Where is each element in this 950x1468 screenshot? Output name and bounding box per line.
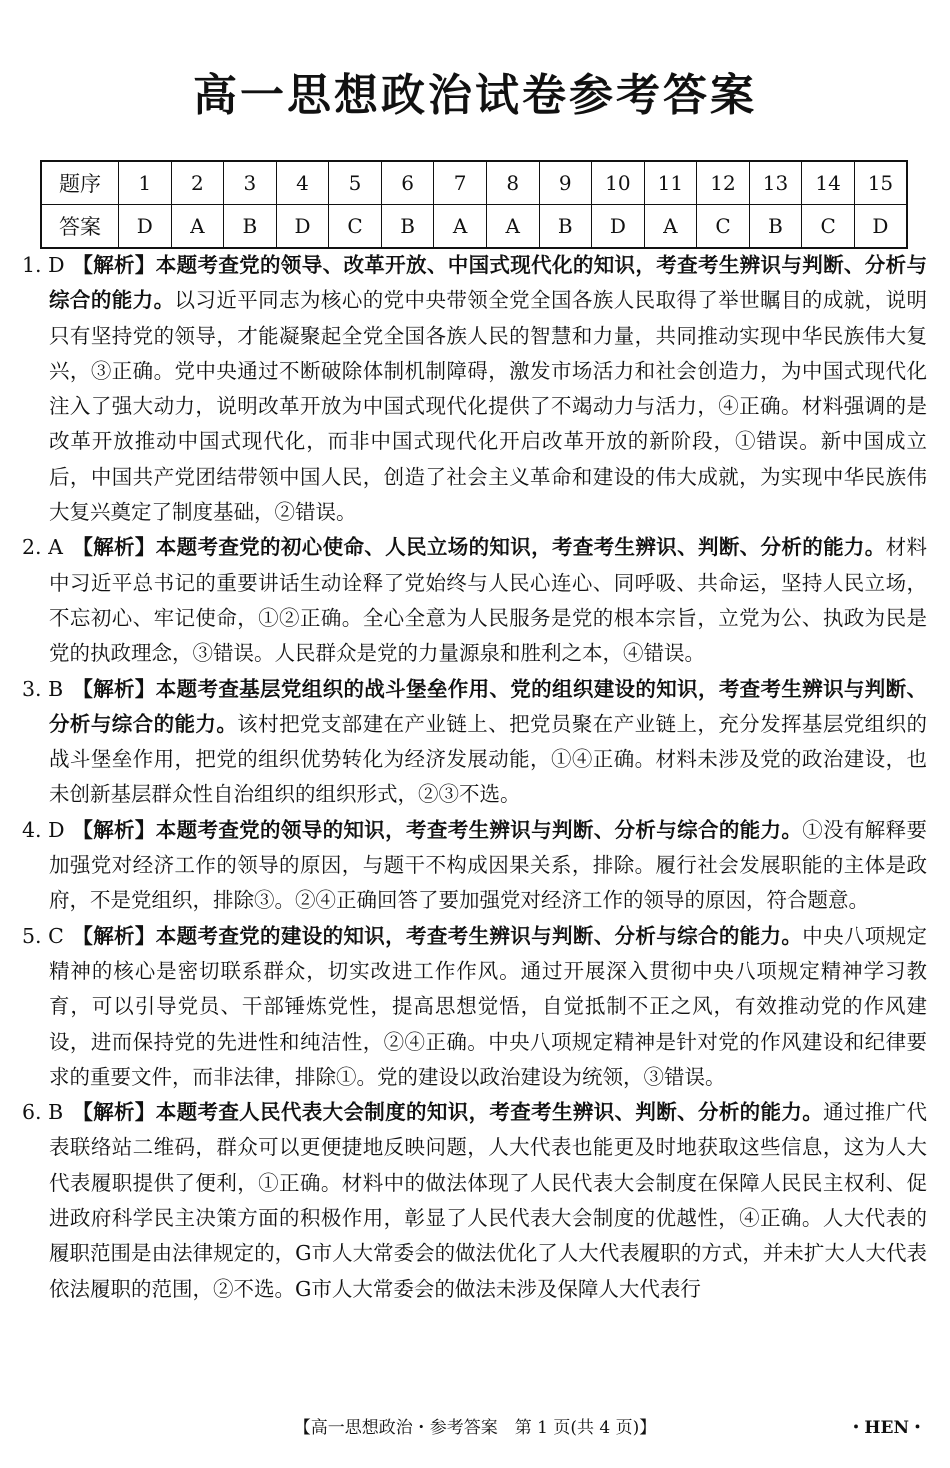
analysis-heading: 【解析】本题考查党的领导的知识，考查考生辨识与判断、分析与综合的能力。 bbox=[72, 817, 803, 842]
answer-cell: C bbox=[697, 205, 750, 249]
explanation-list bbox=[22, 248, 927, 1307]
answer-table-number-row bbox=[41, 161, 907, 205]
answer-cell: A bbox=[434, 205, 487, 249]
question-number: 13 bbox=[749, 161, 802, 205]
answer-cell: D bbox=[119, 205, 172, 249]
analysis-text: 以习近平同志为核心的党中央带领全党全国各族人民取得了举世瞩目的成就，说明只有坚持党的领导，才能凝聚起全党全国各族人民的智慧和力量，共同推动实现中华民族伟大复兴，③正确。党中央通过不断破除体制机制障碍，激发市场活力和社会创造力，为中国式现代化注入了强大动力，说明改革开放为中国式现代化提供了不竭动力与活力，④正确。材料强调的是改革开放推动中国式现代化，而非中国式现代化开启改革开放的新阶段，①错误。新中国成立后，中国共产党团结带领中国人民，创造了社会主义革命和建设的伟大成就，为实现中华民族伟大复兴奠定了制度基础，②错误。 bbox=[49, 288, 928, 525]
analysis-text: 中央八项规定精神的核心是密切联系群众，切实改进工作作风。通过开展深入贯彻中央八项规定精神学习教育，可以引导党员、干部锤炼党性，提高思想觉悟，自觉抵制不正之风，有效推动党的作风建设，进而保持党的先进性和纯洁性，②④正确。中央八项规定精神是针对党的作风建设和纪律要求的重要文件，而非法律，排除①。党的建设以政治建设为统领，③错误。 bbox=[49, 923, 928, 1089]
question-number: 7 bbox=[434, 161, 487, 205]
question-number: 4 bbox=[276, 161, 329, 205]
answer-table bbox=[40, 160, 908, 249]
footer-page-info: 【高一思想政治・参考答案 第 1 页(共 4 页)】 bbox=[293, 1418, 657, 1438]
answer-cell: C bbox=[802, 205, 855, 249]
question-number: 14 bbox=[802, 161, 855, 205]
row-label-number: 题序 bbox=[41, 161, 119, 205]
item-number: 1. D bbox=[22, 253, 65, 277]
question-number: 5 bbox=[329, 161, 382, 205]
item-number: 3. B bbox=[22, 676, 64, 701]
answer-cell: B bbox=[224, 205, 277, 249]
explanation-item bbox=[22, 248, 927, 530]
question-number: 3 bbox=[224, 161, 277, 205]
explanation-item bbox=[22, 530, 927, 671]
question-number: 6 bbox=[381, 161, 434, 205]
question-number: 11 bbox=[644, 161, 697, 205]
question-number: 9 bbox=[539, 161, 592, 205]
analysis-text: 该村把党支部建在产业链上、把党员聚在产业链上，充分发挥基层党组织的战斗堡垒作用，把党的组织优势转化为经济发展动能，①④正确。材料未涉及党的政治建设，也未创新基层群众性自治组织的组织形式，②③不选。 bbox=[49, 711, 928, 807]
explanation-item bbox=[22, 1095, 927, 1307]
answer-cell: D bbox=[276, 205, 329, 249]
answer-cell: C bbox=[329, 205, 382, 249]
explanation-item bbox=[22, 919, 927, 1095]
explanation-item bbox=[22, 813, 927, 919]
analysis-heading: 【解析】本题考查党的初心使命、人民立场的知识，考查考生辨识、判断、分析的能力。 bbox=[72, 535, 886, 560]
question-number: 10 bbox=[592, 161, 645, 205]
answer-cell: B bbox=[749, 205, 802, 249]
answer-cell: D bbox=[854, 205, 907, 249]
item-number: 6. B bbox=[22, 1100, 64, 1125]
answer-table-answer-row bbox=[41, 205, 907, 249]
analysis-heading: 【解析】本题考查党的建设的知识，考查考生辨识与判断、分析与综合的能力。 bbox=[72, 923, 803, 948]
answer-cell: A bbox=[644, 205, 697, 249]
answer-cell: A bbox=[486, 205, 539, 249]
question-number: 12 bbox=[697, 161, 750, 205]
page-title: 高一思想政治试卷参考答案 bbox=[193, 70, 757, 121]
item-number: 2. A bbox=[22, 535, 63, 560]
explanation-item bbox=[22, 672, 927, 813]
question-number: 1 bbox=[119, 161, 172, 205]
analysis-text: ①没有解释要加强党对经济工作的领导的原因，与题干不构成因果关系，排除。履行社会发展职能的主体是政府，不是党组织，排除③。②④正确回答了要加强党对经济工作的领导的原因，符合题意。 bbox=[49, 817, 928, 913]
answer-cell: A bbox=[171, 205, 224, 249]
question-number: 15 bbox=[854, 161, 907, 205]
analysis-heading: 【解析】本题考查党的领导、改革开放、中国式现代化的知识，考查考生辨识与判断、分析与综合的能力。 bbox=[49, 253, 927, 313]
footer-code: ・HEN・ bbox=[847, 1418, 926, 1438]
analysis-text: 材料中习近平总书记的重要讲话生动诠释了党始终与人民心连心、同呼吸、共命运，坚持人民立场，不忘初心、牢记使命，①②正确。全心全意为人民服务是党的根本宗旨，立党为公、执政为民是党的执政理念，③错误。人民群众是党的力量源泉和胜利之本，④错误。 bbox=[49, 535, 928, 666]
analysis-heading: 【解析】本题考查基层党组织的战斗堡垒作用、党的组织建设的知识，考查考生辨识与判断、分析与综合的能力。 bbox=[49, 676, 927, 736]
item-number: 5. C bbox=[22, 923, 64, 948]
item-number: 4. D bbox=[22, 817, 65, 842]
answer-cell: B bbox=[381, 205, 434, 249]
question-number: 8 bbox=[486, 161, 539, 205]
answer-cell: B bbox=[539, 205, 592, 249]
analysis-heading: 【解析】本题考查人民代表大会制度的知识，考查考生辨识、判断、分析的能力。 bbox=[72, 1100, 824, 1125]
answer-cell: D bbox=[592, 205, 645, 249]
row-label-answer: 答案 bbox=[41, 205, 119, 249]
question-number: 2 bbox=[171, 161, 224, 205]
analysis-text: 通过推广代表联络站二维码，群众可以更便捷地反映问题，人大代表也能更及时地获取这些信息，这为人大代表履职提供了便利，①正确。材料中的做法体现了人民代表大会制度在保障人民民主权利、促进政府科学民主决策方面的积极作用，彰显了人民代表大会制度的优越性，④正确。人大代表的履职范围是由法律规定的，G市人大常委会的做法优化了人大代表履职的方式，并未扩大人大代表依法履职的范围，②不选。G市人大常委会的做法未涉及保障人大代表行 bbox=[49, 1100, 928, 1301]
